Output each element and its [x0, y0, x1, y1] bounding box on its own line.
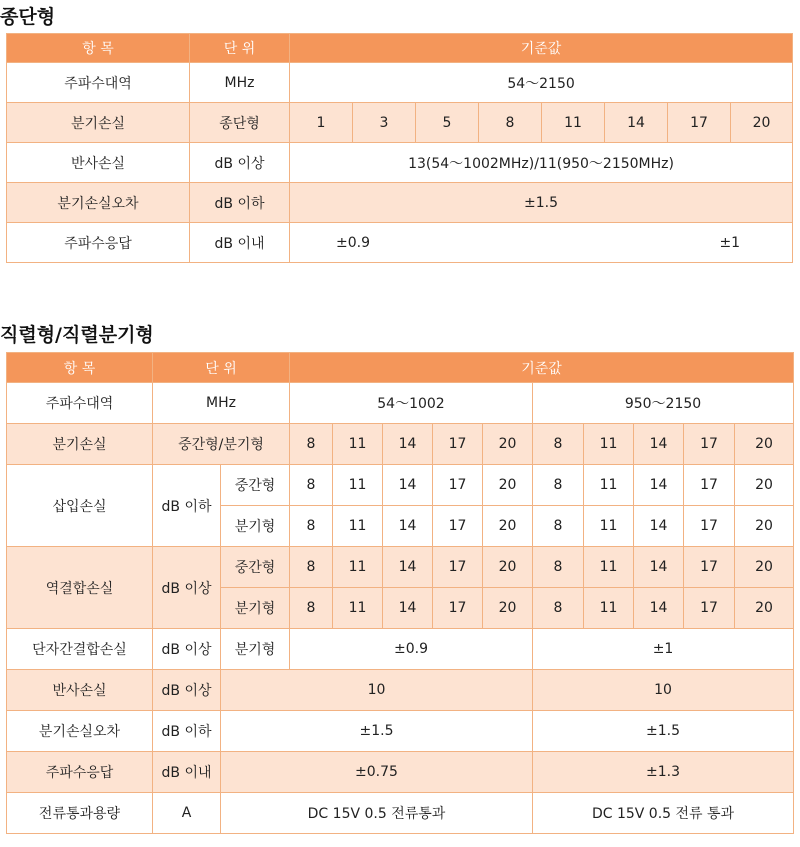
value-cell: ±0.9: [290, 629, 533, 670]
unit-cell: dB 이상: [190, 143, 290, 183]
value-cell: 11: [584, 424, 634, 465]
value-cell: 8: [290, 424, 333, 465]
unit-cell: dB 이상: [153, 547, 221, 629]
value-cell: 11: [333, 588, 383, 629]
value-cell: 20: [483, 465, 533, 506]
value-cell: 17: [433, 506, 483, 547]
row-label-branch-loss: 분기손실: [7, 103, 190, 143]
value-cell: 5: [416, 103, 479, 143]
value-cell: 11: [584, 506, 634, 547]
value-cell: ±1.5: [533, 711, 794, 752]
value-cell: 14: [634, 547, 684, 588]
table-row: [7, 629, 794, 670]
sub-label-cell: 분기형: [221, 588, 290, 629]
value-cell: ±0.9: [290, 223, 542, 263]
sub-label-cell: 분기형: [221, 629, 290, 670]
value-cell: 8: [533, 465, 584, 506]
sub-label-cell: 중간형: [221, 465, 290, 506]
value-cell: 14: [634, 424, 684, 465]
value-cell: 20: [735, 547, 794, 588]
table-row: [7, 670, 794, 711]
value-cell: 11: [584, 465, 634, 506]
row-label-current-capacity: 전류통과용량: [7, 793, 153, 834]
value-cell: 14: [383, 547, 433, 588]
row-label-insertion-loss: 삽입손실: [7, 465, 153, 547]
table-row: [7, 793, 794, 834]
header-item: 항 목: [7, 353, 153, 383]
header-unit: 단 위: [190, 34, 290, 63]
unit-cell: dB 이하: [190, 183, 290, 223]
value-cell: ±1.3: [533, 752, 794, 793]
row-label-return-loss: 반사손실: [7, 143, 190, 183]
table-row: [7, 143, 793, 183]
value-cell: 11: [333, 465, 383, 506]
value-cell: 10: [221, 670, 533, 711]
value-cell: 20: [735, 588, 794, 629]
value-cell: 17: [684, 547, 735, 588]
termination-type-table: [6, 33, 793, 263]
header-item: 항 목: [7, 34, 190, 63]
row-label-branch-error: 분기손실오차: [7, 711, 153, 752]
table-row: [7, 383, 794, 424]
value-cell: ±1.5: [290, 183, 793, 223]
header-standard: 기준값: [290, 353, 794, 383]
value-cell: 20: [735, 465, 794, 506]
unit-cell: 종단형: [190, 103, 290, 143]
unit-cell: dB 이내: [190, 223, 290, 263]
sub-label-cell: 중간형: [221, 547, 290, 588]
value-cell: 11: [333, 506, 383, 547]
value-cell: ±1.5: [221, 711, 533, 752]
value-cell: 10: [533, 670, 794, 711]
table-row: [7, 711, 794, 752]
value-cell: 14: [634, 506, 684, 547]
header-unit: 단 위: [153, 353, 290, 383]
unit-cell: dB 이상: [153, 670, 221, 711]
series-type-table: [6, 352, 794, 834]
unit-cell: dB 이하: [153, 711, 221, 752]
row-label-return-loss: 반사손실: [7, 670, 153, 711]
row-label-freq-response: 주파수응답: [7, 752, 153, 793]
value-cell: 20: [483, 547, 533, 588]
value-cell: 8: [533, 424, 584, 465]
value-cell: 14: [605, 103, 668, 143]
value-cell: 17: [433, 465, 483, 506]
value-cell: 14: [383, 424, 433, 465]
table-header-row: [7, 353, 794, 383]
table-row: [7, 424, 794, 465]
unit-cell: A: [153, 793, 221, 834]
unit-cell: dB 이내: [153, 752, 221, 793]
value-cell: 8: [533, 547, 584, 588]
value-cell: 14: [634, 465, 684, 506]
table-header-row: [7, 34, 793, 63]
value-cell: 20: [731, 103, 793, 143]
value-cell: 8: [290, 506, 333, 547]
section1-title: 종단형: [0, 6, 56, 28]
row-label-reverse-coupling: 역결합손실: [7, 547, 153, 629]
value-cell: 17: [684, 506, 735, 547]
table-row: [7, 547, 794, 588]
value-cell: DC 15V 0.5 전류통과: [221, 793, 533, 834]
value-cell: 17: [433, 588, 483, 629]
value-cell: 8: [290, 547, 333, 588]
value-cell: DC 15V 0.5 전류 통과: [533, 793, 794, 834]
value-cell: 17: [684, 465, 735, 506]
row-label-isolation: 단자간결합손실: [7, 629, 153, 670]
value-cell: 8: [533, 506, 584, 547]
value-cell: 17: [668, 103, 731, 143]
value-cell: 8: [533, 588, 584, 629]
table-row: [7, 465, 794, 506]
value-cell: ±1: [533, 629, 794, 670]
value-cell: 8: [290, 465, 333, 506]
value-cell: 20: [735, 424, 794, 465]
value-cell: 17: [684, 424, 735, 465]
value-cell: ±0.75: [221, 752, 533, 793]
value-cell: 1: [290, 103, 353, 143]
value-cell: 14: [383, 588, 433, 629]
row-label-branch-loss: 분기손실: [7, 424, 153, 465]
value-cell: 11: [542, 103, 605, 143]
value-cell: 17: [684, 588, 735, 629]
value-cell: 8: [290, 588, 333, 629]
value-cell: 17: [433, 424, 483, 465]
value-cell: 54～2150: [290, 63, 793, 103]
row-label-freq: 주파수대역: [7, 383, 153, 424]
unit-cell: 중간형/분기형: [153, 424, 290, 465]
value-cell: 54～1002: [290, 383, 533, 424]
value-cell: 13(54～1002MHz)/11(950～2150MHz): [290, 143, 793, 183]
value-cell: 14: [383, 506, 433, 547]
header-standard: 기준값: [290, 34, 793, 63]
value-cell: 11: [584, 588, 634, 629]
sub-label-cell: 분기형: [221, 506, 290, 547]
value-cell: 20: [735, 506, 794, 547]
table-row: [7, 63, 793, 103]
value-cell: 950～2150: [533, 383, 794, 424]
row-label-freq: 주파수대역: [7, 63, 190, 103]
table-row: [7, 223, 793, 263]
value-cell: 20: [483, 424, 533, 465]
unit-cell: MHz: [153, 383, 290, 424]
value-cell: 11: [584, 547, 634, 588]
section2-title: 직렬형/직렬분기형: [0, 324, 154, 346]
value-cell: 11: [333, 547, 383, 588]
unit-cell: dB 이상: [153, 629, 221, 670]
table-row: [7, 183, 793, 223]
unit-cell: MHz: [190, 63, 290, 103]
row-label-freq-response: 주파수응답: [7, 223, 190, 263]
value-cell: 20: [483, 506, 533, 547]
value-cell: 20: [483, 588, 533, 629]
row-label-branch-error: 분기손실오차: [7, 183, 190, 223]
value-cell: 8: [479, 103, 542, 143]
unit-cell: dB 이하: [153, 465, 221, 547]
value-cell: 14: [634, 588, 684, 629]
value-cell: 3: [353, 103, 416, 143]
table-row: [7, 752, 794, 793]
value-cell: 11: [333, 424, 383, 465]
value-cell: 14: [383, 465, 433, 506]
value-cell: ±1: [542, 223, 793, 263]
table-row: [7, 103, 793, 143]
value-cell: 17: [433, 547, 483, 588]
